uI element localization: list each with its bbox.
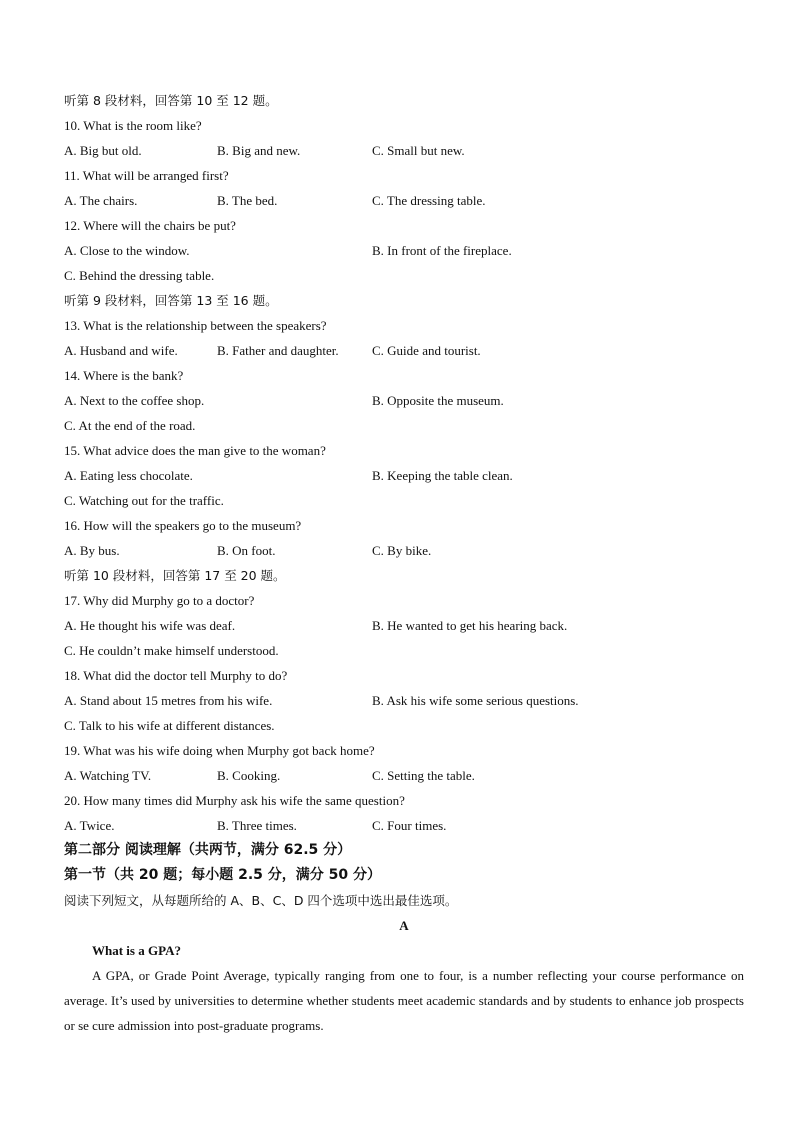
q19-options: [64, 763, 744, 788]
q10-options: [64, 138, 744, 163]
q20-options: [64, 813, 744, 838]
q12-option-a: A. Close to the window.: [64, 243, 190, 258]
passage-label: A: [399, 918, 409, 933]
q19-option-a: A. Watching TV.: [64, 768, 152, 783]
q11-option-b: B. The bed.: [217, 193, 278, 208]
q13-stem: 13. What is the relationship between the speakers?: [64, 318, 327, 333]
q16-option-b: B. On foot.: [217, 543, 276, 558]
section-8-header: 听第 8 段材料，回答第 10 至 12 题。: [64, 93, 278, 108]
q19-stem: 19. What was his wife doing when Murphy got back home?: [64, 743, 375, 758]
q11-options: [64, 188, 744, 213]
q11-option-c: C. The dressing table.: [372, 193, 486, 208]
q13-option-c: C. Guide and tourist.: [372, 343, 481, 358]
q14-option-b: B. Opposite the museum.: [372, 393, 504, 408]
q17-option-b: B. He wanted to get his hearing back.: [372, 618, 568, 633]
q13-options: [64, 338, 744, 363]
q12-option-c: C. Behind the dressing table.: [64, 268, 215, 283]
q12-options-ab: [64, 238, 744, 263]
q12-option-b: B. In front of the fireplace.: [372, 243, 512, 258]
exam-page: [64, 88, 744, 1038]
q14-option-c: C. At the end of the road.: [64, 418, 196, 433]
q13-option-b: B. Father and daughter.: [217, 343, 339, 358]
q18-stem: 18. What did the doctor tell Murphy to do?: [64, 668, 288, 683]
q19-option-c: C. Setting the table.: [372, 768, 475, 783]
passage-title: What is a GPA?: [92, 943, 181, 958]
q18-option-c: C. Talk to his wife at different distances.: [64, 718, 275, 733]
q18-option-a: A. Stand about 15 metres from his wife.: [64, 693, 273, 708]
q16-stem: 16. How will the speakers go to the museum?: [64, 518, 302, 533]
q15-option-b: B. Keeping the table clean.: [372, 468, 513, 483]
q12-stem: 12. Where will the chairs be put?: [64, 218, 236, 233]
q16-options: [64, 538, 744, 563]
part-two-title: 第二部分 阅读理解（共两节，满分 62.5 分）: [64, 842, 352, 858]
q16-option-a: A. By bus.: [64, 543, 120, 558]
q10-option-c: C. Small but new.: [372, 143, 465, 158]
q14-option-a: A. Next to the coffee shop.: [64, 393, 205, 408]
q10-option-a: A. Big but old.: [64, 143, 142, 158]
q19-option-b: B. Cooking.: [217, 768, 281, 783]
q20-stem: 20. How many times did Murphy ask his wife the same question?: [64, 793, 405, 808]
q15-option-a: A. Eating less chocolate.: [64, 468, 193, 483]
q18-option-b: B. Ask his wife some serious questions.: [372, 693, 579, 708]
q18-options-ab: [64, 688, 744, 713]
q17-options-ab: [64, 613, 744, 638]
q14-stem: 14. Where is the bank?: [64, 368, 184, 383]
q15-options-ab: [64, 463, 744, 488]
passage-paragraph: A GPA, or Grade Point Average, typically ranging from one to four, is a number reflecting your course performance on average. It’s used by universities to determine whether students meet academic standards and by students to enhance job prospects or se cure admission into post-graduate programs.: [64, 968, 744, 1033]
q11-stem: 11. What will be arranged first?: [64, 168, 229, 183]
q10-stem: 10. What is the room like?: [64, 118, 202, 133]
q15-stem: 15. What advice does the man give to the woman?: [64, 443, 326, 458]
q11-option-a: A. The chairs.: [64, 193, 138, 208]
q10-option-b: B. Big and new.: [217, 143, 301, 158]
q13-option-a: A. Husband and wife.: [64, 343, 178, 358]
q17-option-a: A. He thought his wife was deaf.: [64, 618, 236, 633]
q17-option-c: C. He couldn’t make himself understood.: [64, 643, 279, 658]
q20-option-a: A. Twice.: [64, 818, 115, 833]
section-9-header: 听第 9 段材料，回答第 13 至 16 题。: [64, 293, 278, 308]
reading-instruction: 阅读下列短文，从每题所给的 A、B、C、D 四个选项中选出最佳选项。: [64, 893, 458, 908]
q20-option-b: B. Three times.: [217, 818, 297, 833]
q16-option-c: C. By bike.: [372, 543, 432, 558]
q14-options-ab: [64, 388, 744, 413]
q20-option-c: C. Four times.: [372, 818, 447, 833]
q15-option-c: C. Watching out for the traffic.: [64, 493, 224, 508]
q17-stem: 17. Why did Murphy go to a doctor?: [64, 593, 255, 608]
section-10-header: 听第 10 段材料，回答第 17 至 20 题。: [64, 568, 286, 583]
section-one-title: 第一节（共 20 题；每小题 2.5 分，满分 50 分）: [64, 867, 382, 883]
